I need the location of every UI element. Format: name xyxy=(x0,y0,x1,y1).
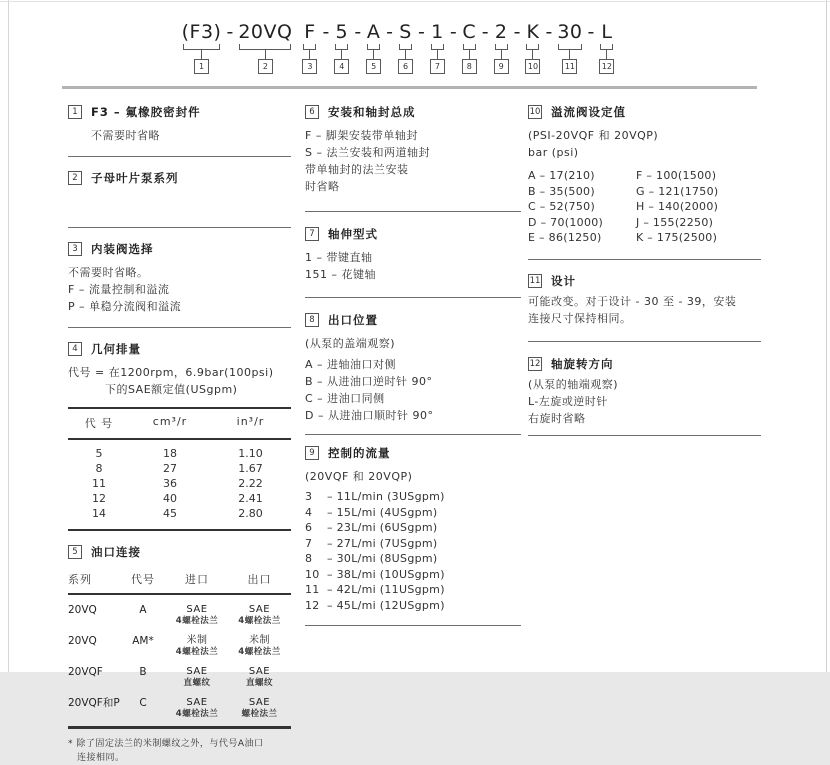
code-stem xyxy=(373,50,374,59)
port-connection-table xyxy=(68,567,291,729)
port-table-header xyxy=(68,567,291,595)
code-segment-text: (F3) xyxy=(181,21,222,43)
code-segment-text: K xyxy=(526,21,540,43)
column-header: 代号 xyxy=(131,573,155,586)
cell: 8 xyxy=(95,462,103,475)
code-stem xyxy=(606,50,607,59)
code-separator: - xyxy=(418,21,425,43)
code-segment-text: S xyxy=(399,21,412,43)
flow-item: 3 – 11L/min (3USgpm) xyxy=(305,490,445,503)
code-number-box: 8 xyxy=(462,59,477,74)
code-segment xyxy=(430,20,445,74)
section-5 xyxy=(68,544,291,765)
section-title: 子母叶片泵系列 xyxy=(91,171,179,185)
code-stem xyxy=(469,50,470,59)
section-subtitle: bar (psi) xyxy=(528,146,579,159)
code-number-box: 1 xyxy=(194,59,209,74)
code-stem xyxy=(201,50,202,59)
column-header: in³/r xyxy=(236,415,265,428)
section-divider xyxy=(305,434,521,435)
relief-setting-row: C – 52(750) H – 140(2000) xyxy=(528,200,719,213)
section-subtitle: (PSI-20VQF 和 20VQP) xyxy=(528,129,659,142)
model-code-diagram xyxy=(0,20,830,74)
cell: 12 xyxy=(92,492,106,505)
relief-setting-row: E – 86(1250) K – 175(2500) xyxy=(528,231,718,244)
section-body-line: B – 从进油口逆时针 90° xyxy=(305,375,433,388)
section-title: 轴伸型式 xyxy=(328,227,378,241)
cell-code: A xyxy=(139,604,147,616)
section-body-line: L-左旋或逆时针 xyxy=(528,394,608,408)
section-body-line: F – 流量控制和溢流 xyxy=(68,283,170,296)
column-header: cm³/r xyxy=(152,415,188,428)
code-segment xyxy=(366,20,381,74)
section-body-line: 下的SAE额定值(USgpm) xyxy=(105,383,238,396)
page-edge-right xyxy=(826,0,827,672)
code-separator: - xyxy=(587,21,595,43)
section-divider xyxy=(68,227,291,228)
section-number-box: 8 xyxy=(305,313,319,327)
section-divider xyxy=(305,211,521,212)
column-1 xyxy=(68,104,291,765)
section-number-box: 2 xyxy=(68,171,82,185)
section-title: 轴旋转方向 xyxy=(551,356,614,371)
code-segment xyxy=(462,20,477,74)
code-separator: - xyxy=(481,21,489,43)
section-number-box: 1 xyxy=(68,105,82,119)
cell-series: 20VQ xyxy=(68,635,97,647)
table-row xyxy=(68,603,291,627)
cell-series: 20VQ xyxy=(68,604,97,616)
table-row xyxy=(68,506,291,521)
code-number-box: 9 xyxy=(494,59,509,74)
section-3 xyxy=(68,241,291,315)
section-title: 安装和轴封总成 xyxy=(328,105,416,119)
section-number-box: 3 xyxy=(68,242,82,256)
displacement-table xyxy=(68,407,291,531)
code-segment-text: L xyxy=(601,21,613,43)
section-number-box: 12 xyxy=(529,358,541,369)
section-7 xyxy=(305,226,521,283)
section-divider xyxy=(305,297,521,298)
cell: 11 xyxy=(92,477,106,490)
section-number-box: 5 xyxy=(68,545,82,559)
code-segment-text: 2 xyxy=(494,21,508,43)
section-body-line: S – 法兰安装和两道轴封 xyxy=(305,146,430,159)
section-body-line: 1 – 带键直轴 xyxy=(305,251,373,264)
code-stem xyxy=(405,50,406,59)
flow-item: 12 – 45L/mi (12USgpm) xyxy=(305,598,445,612)
section-8 xyxy=(305,312,521,424)
table-row xyxy=(68,665,291,689)
code-number-box: 12 xyxy=(599,59,614,74)
cell-inlet: SAE 直螺纹 xyxy=(183,666,211,688)
code-stem xyxy=(309,50,310,59)
column-header: 进口 xyxy=(185,573,209,586)
code-separator: - xyxy=(322,21,330,43)
code-separator: - xyxy=(226,21,234,43)
cell-outlet: SAE 4螺栓法兰 xyxy=(238,604,281,626)
section-body-line: C – 进油口同侧 xyxy=(305,392,385,405)
code-number-box: 2 xyxy=(258,59,273,74)
section-divider xyxy=(305,625,521,626)
flow-item: 11 – 42L/mi (11USgpm) xyxy=(305,583,445,596)
cell-code: C xyxy=(139,697,147,709)
section-body-line: P – 单稳分流阀和溢流 xyxy=(68,300,182,313)
cell-code: AM* xyxy=(132,635,154,647)
cell: 2.41 xyxy=(238,492,263,505)
table-row xyxy=(68,461,291,476)
cell-series: 20VQF xyxy=(68,666,103,678)
code-segment xyxy=(182,20,222,74)
code-segment-text: 30 xyxy=(557,21,583,43)
flow-item: 8 – 30L/mi (8USgpm) xyxy=(305,552,438,565)
section-body-line: 不需要时省略 xyxy=(91,129,160,142)
code-number-box: 3 xyxy=(302,59,317,74)
table-row xyxy=(68,634,291,658)
section-body-line: D – 从进油口顺时针 90° xyxy=(305,409,434,422)
code-number-box: 5 xyxy=(366,59,381,74)
code-stem xyxy=(501,50,502,59)
page-edge-top xyxy=(0,1,830,2)
code-stem xyxy=(265,50,266,59)
code-number-box: 6 xyxy=(398,59,413,74)
code-segment xyxy=(302,20,317,74)
section-body-line: 连接尺寸保持相同。 xyxy=(528,311,632,325)
cell: 45 xyxy=(163,507,177,520)
code-separator: - xyxy=(386,21,394,43)
section-9 xyxy=(305,445,521,613)
code-segment xyxy=(494,20,509,74)
code-segment-text: F xyxy=(304,21,316,43)
cell-inlet: SAE 4螺栓法兰 xyxy=(175,697,219,719)
cell: 40 xyxy=(163,492,177,505)
section-number-box: 6 xyxy=(305,105,319,119)
code-number-box: 10 xyxy=(525,59,540,74)
section-divider xyxy=(528,341,761,342)
flow-item: 4 – 15L/mi (4USgpm) xyxy=(305,505,438,519)
cell: 14 xyxy=(92,507,106,520)
cell: 5 xyxy=(95,447,103,460)
section-body-line: 可能改变。对于设计 - 30 至 - 39，安装 xyxy=(528,294,737,308)
section-subtitle: (20VQF 和 20VQP) xyxy=(305,470,413,483)
section-body-line: F – 脚架安装带单轴封 xyxy=(305,129,418,142)
code-segment-text: 5 xyxy=(335,21,349,43)
cell: 2.22 xyxy=(238,477,263,490)
section-body-line: 151 – 花键轴 xyxy=(305,268,376,281)
section-1 xyxy=(68,104,291,144)
section-title: 几何排量 xyxy=(91,342,141,356)
section-body-line: 带单轴封的法兰安装 xyxy=(305,163,409,176)
section-10 xyxy=(528,104,761,246)
section-number-box: 10 xyxy=(529,107,541,117)
cell-code: B xyxy=(139,666,147,678)
section-body-line: (从泵的轴端观察) xyxy=(528,377,619,391)
code-stem xyxy=(569,50,570,59)
cell: 36 xyxy=(163,477,177,490)
section-title: 出口位置 xyxy=(328,313,378,327)
code-number-box: 11 xyxy=(562,59,577,74)
code-segment-text: A xyxy=(366,21,381,43)
flow-item: 7 – 27L/mi (7USgpm) xyxy=(305,536,438,550)
section-body-line: (从泵的盖端观察) xyxy=(305,337,396,350)
code-segment xyxy=(599,20,614,74)
section-number-box: 4 xyxy=(68,342,82,356)
section-divider xyxy=(528,259,761,260)
section-number-box: 9 xyxy=(305,446,319,460)
code-segment-text: 20VQ xyxy=(238,21,293,43)
code-separator: - xyxy=(449,21,457,43)
section-12 xyxy=(528,356,761,427)
relief-setting-row: A – 17(210) F – 100(1500) xyxy=(528,169,717,182)
cell: 1.10 xyxy=(238,447,263,460)
section-6 xyxy=(305,104,521,195)
section-title: 内装阀选择 xyxy=(91,242,154,256)
section-divider xyxy=(68,327,291,328)
section-2 xyxy=(68,170,291,215)
section-title: F3 – 氟橡胶密封件 xyxy=(91,105,201,119)
code-stem xyxy=(341,50,342,59)
code-stem xyxy=(532,50,533,59)
table-footnote: * 除了固定法兰的米制螺纹之外，与代号A油口 连接相同。 xyxy=(68,739,264,763)
section-title: 控制的流量 xyxy=(328,446,391,460)
cell-inlet: 米制 4螺栓法兰 xyxy=(175,635,219,657)
table-row xyxy=(68,446,291,461)
column-header: 系列 xyxy=(68,573,92,586)
page-edge-left xyxy=(8,0,9,672)
column-2 xyxy=(305,104,521,626)
section-body-line: 不需要时省略。 xyxy=(68,266,149,279)
column-3 xyxy=(528,104,761,436)
section-4 xyxy=(68,341,291,531)
cell-outlet: SAE 直螺纹 xyxy=(245,666,273,688)
relief-setting-row: B – 35(500) G – 121(1750) xyxy=(528,184,719,198)
cell-outlet: 米制 4螺栓法兰 xyxy=(238,635,281,657)
code-stem xyxy=(437,50,438,59)
section-title: 设计 xyxy=(551,273,576,288)
section-body-line: 右旋时省略 xyxy=(528,411,586,425)
section-11 xyxy=(528,273,761,327)
code-segment xyxy=(398,20,413,74)
code-segment xyxy=(557,20,582,74)
table-row xyxy=(68,491,291,506)
flow-item: 6 – 23L/mi (6USgpm) xyxy=(305,521,438,534)
column-header: 出口 xyxy=(247,573,272,586)
section-title: 油口连接 xyxy=(91,545,141,559)
table-row xyxy=(68,476,291,491)
code-number-box: 4 xyxy=(334,59,349,74)
cell: 2.80 xyxy=(238,507,263,520)
cell-series: 20VQF和P xyxy=(68,697,120,709)
cell-inlet: SAE 4螺栓法兰 xyxy=(175,604,219,626)
section-divider xyxy=(68,156,291,157)
code-segment-text: 1 xyxy=(431,21,444,43)
code-segment xyxy=(238,20,292,74)
code-separator: - xyxy=(513,21,521,43)
section-number-box: 7 xyxy=(305,227,319,241)
section-body-line: 代号 = 在1200rpm，6.9bar(100psi) xyxy=(68,366,274,379)
code-segment-text: C xyxy=(462,21,477,43)
section-title: 溢流阀设定值 xyxy=(551,105,626,119)
code-separator: - xyxy=(545,21,553,43)
code-segment xyxy=(334,20,349,74)
code-number-box: 7 xyxy=(430,59,445,74)
table-row xyxy=(68,696,291,720)
displacement-table-header xyxy=(68,409,291,440)
code-segment xyxy=(525,20,540,74)
header-divider xyxy=(62,86,757,89)
section-number-box: 11 xyxy=(529,275,541,286)
section-body-line: A – 进轴油口对侧 xyxy=(305,358,397,371)
column-header: 代 号 xyxy=(84,417,114,430)
relief-setting-row: D – 70(1000) J – 155(2250) xyxy=(528,215,714,229)
cell: 27 xyxy=(163,462,177,475)
cell: 1.67 xyxy=(238,462,263,475)
section-body-line: 时省略 xyxy=(305,180,340,193)
flow-item: 10 – 38L/mi (10USgpm) xyxy=(305,567,445,581)
cell: 18 xyxy=(163,447,177,460)
section-divider xyxy=(528,435,761,436)
code-separator: - xyxy=(354,21,362,43)
cell-outlet: SAE 螺栓法兰 xyxy=(241,697,278,719)
